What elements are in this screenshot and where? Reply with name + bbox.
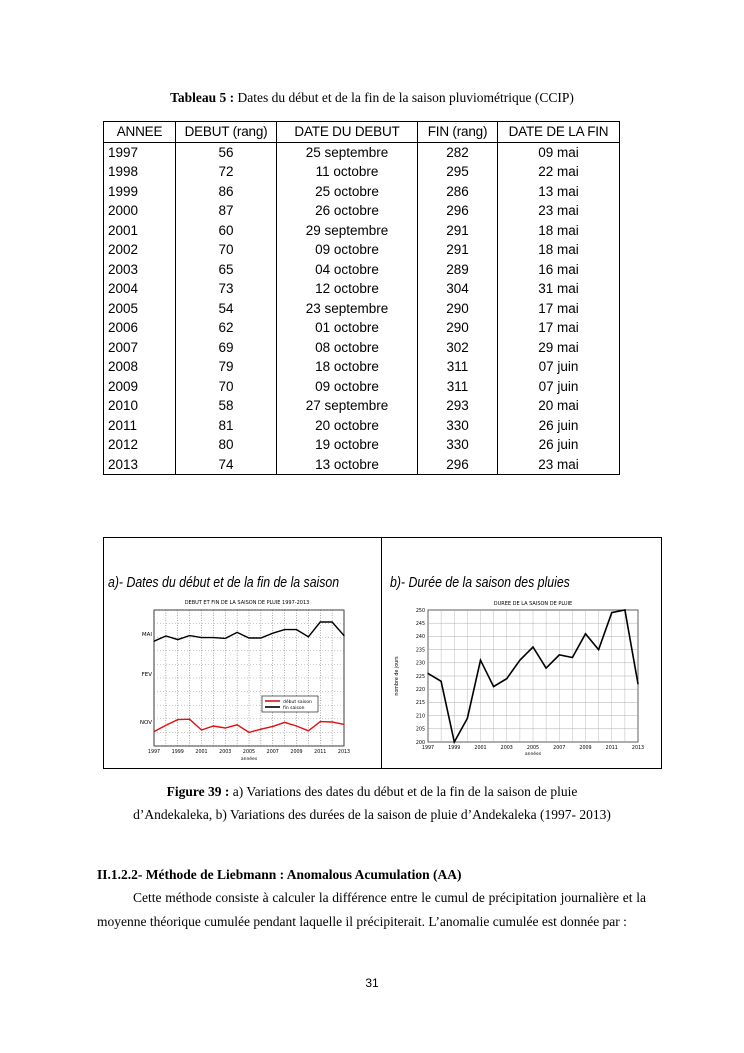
header-debut-rang: DEBUT (rang) <box>176 122 277 143</box>
table-row <box>104 338 620 358</box>
chart-b-ytick: 240 <box>415 635 425 641</box>
cell-year: 2011 <box>104 416 176 436</box>
chart-b-point <box>585 633 586 634</box>
cell-fin-rang: 311 <box>418 377 498 397</box>
table-header-row <box>104 122 620 143</box>
table-row <box>104 299 620 319</box>
chart-b-point <box>624 609 625 610</box>
chart-a-legend-label: fin saison <box>283 706 305 711</box>
figure-caption-text1: a) Variations des dates du début et de la fin de la saison de pluie <box>229 784 578 799</box>
chart-b-ytick: 205 <box>415 727 425 733</box>
chart-b-point <box>519 659 520 660</box>
section-heading: II.1.2.2- Méthode de Liebmann : Anomalous Acumulation (AA) <box>97 867 462 882</box>
table-caption-text: Dates du début et de la fin de la saison pluviométrique (CCIP) <box>234 90 574 105</box>
cell-date-fin: 29 mai <box>498 338 620 358</box>
chart-a-point <box>343 724 344 725</box>
cell-date-fin: 17 mai <box>498 299 620 319</box>
chart-a-point <box>213 725 214 726</box>
chart-a-point <box>343 635 344 636</box>
table-row <box>104 162 620 182</box>
cell-date-fin: 18 mai <box>498 240 620 260</box>
chart-b-xlabel: 2003 <box>500 746 513 751</box>
chart-a-xlabel: 2011 <box>314 750 327 755</box>
cell-date-debut: 04 octobre <box>277 260 418 280</box>
cell-date-fin: 09 mai <box>498 142 620 162</box>
cell-date-debut: 25 octobre <box>277 182 418 202</box>
cell-fin-rang: 286 <box>418 182 498 202</box>
chart-b-ytick: 235 <box>415 648 425 654</box>
cell-year: 2007 <box>104 338 176 358</box>
chart-a-point <box>332 621 333 622</box>
chart-b-ytick: 220 <box>415 688 425 693</box>
chart-a-xlabel: 2001 <box>195 750 208 755</box>
chart-b-point <box>611 612 612 613</box>
header-date-debut: DATE DU DEBUT <box>277 122 418 143</box>
figure-caption-line2: d’Andekaleka, b) Variations des durées de la saison de pluie d’Andekaleka (1997- 2013) <box>133 807 611 822</box>
chart-b-xlabel: 2013 <box>631 746 645 751</box>
section-paragraph <box>97 886 646 934</box>
chart-b-ytick: 245 <box>415 622 425 627</box>
cell-year: 2013 <box>104 455 176 475</box>
chart-a-point <box>189 635 190 636</box>
chart-a-point <box>248 637 249 638</box>
cell-debut-rang: 65 <box>176 260 277 280</box>
cell-year: 2003 <box>104 260 176 280</box>
cell-year: 2005 <box>104 299 176 319</box>
chart-a-point <box>237 724 238 725</box>
cell-date-debut: 20 octobre <box>277 416 418 436</box>
chart-b-point <box>480 659 481 660</box>
table-row <box>104 182 620 202</box>
cell-debut-rang: 54 <box>176 299 277 319</box>
header-fin-rang: FIN (rang) <box>418 122 498 143</box>
cell-date-debut: 23 septembre <box>277 299 418 319</box>
chart-a-point <box>332 721 333 722</box>
chart-a-point <box>272 633 273 634</box>
chart-a-xlabel: 2003 <box>219 750 232 755</box>
cell-debut-rang: 72 <box>176 162 277 182</box>
chart-b-xlabel: 1999 <box>448 746 461 751</box>
panel-divider <box>381 538 382 768</box>
chart-b-point <box>637 683 638 684</box>
chart-a-xlabel: 2005 <box>242 750 256 755</box>
chart-b-point <box>493 686 494 687</box>
chart-a-point <box>308 730 309 731</box>
chart-season-dates <box>122 596 352 766</box>
chart-b-point <box>545 667 546 668</box>
cell-fin-rang: 293 <box>418 396 498 416</box>
chart-b-point <box>440 681 441 682</box>
chart-b-ytick: 250 <box>415 608 425 614</box>
chart-a-point <box>201 729 202 730</box>
cell-fin-rang: 295 <box>418 162 498 182</box>
cell-debut-rang: 60 <box>176 221 277 241</box>
table-body <box>104 142 620 475</box>
cell-date-fin: 26 juin <box>498 416 620 436</box>
chart-b-point <box>454 741 455 742</box>
cell-debut-rang: 74 <box>176 455 277 475</box>
table-caption <box>0 90 744 106</box>
cell-year: 2012 <box>104 435 176 455</box>
chart-a-point <box>260 729 261 730</box>
cell-fin-rang: 296 <box>418 455 498 475</box>
chart-a-xlabel: 2009 <box>290 750 303 755</box>
chart-b-ytick: 225 <box>415 674 425 680</box>
cell-debut-rang: 70 <box>176 377 277 397</box>
chart-a-ylabel: NOV <box>139 720 152 726</box>
chart-b-ytitle: nombre de jours <box>395 656 400 696</box>
chart-b-point <box>572 657 573 658</box>
cell-year: 2009 <box>104 377 176 397</box>
cell-debut-rang: 56 <box>176 142 277 162</box>
chart-a-point <box>153 731 154 732</box>
chart-a-ylabel: MAI <box>141 632 152 638</box>
chart-b-point <box>532 646 533 647</box>
chart-b-point <box>427 673 428 674</box>
chart-b-point <box>598 649 599 650</box>
cell-debut-rang: 80 <box>176 435 277 455</box>
chart-a-point <box>153 641 154 642</box>
chart-a-xlabel: 2007 <box>266 750 279 755</box>
cell-fin-rang: 302 <box>418 338 498 358</box>
table-row <box>104 416 620 436</box>
table-row <box>104 396 620 416</box>
cell-date-debut: 11 octobre <box>277 162 418 182</box>
cell-date-debut: 08 octobre <box>277 338 418 358</box>
cell-fin-rang: 330 <box>418 416 498 436</box>
chart-b-ytick: 215 <box>415 701 425 707</box>
table-row <box>104 279 620 299</box>
cell-date-fin: 13 mai <box>498 182 620 202</box>
cell-date-debut: 12 octobre <box>277 279 418 299</box>
chart-b-xlabel: 1997 <box>421 746 435 751</box>
cell-date-fin: 18 mai <box>498 221 620 241</box>
cell-date-fin: 23 mai <box>498 201 620 221</box>
cell-fin-rang: 311 <box>418 357 498 377</box>
chart-season-duration <box>388 596 658 766</box>
cell-date-debut: 25 septembre <box>277 142 418 162</box>
cell-debut-rang: 81 <box>176 416 277 436</box>
chart-a-point <box>165 725 166 726</box>
chart-b-ytick: 210 <box>415 714 425 720</box>
chart-a-point <box>201 637 202 638</box>
chart-b-xlabel: 2011 <box>605 746 618 751</box>
cell-year: 1999 <box>104 182 176 202</box>
cell-date-fin: 07 juin <box>498 377 620 397</box>
table-row <box>104 201 620 221</box>
cell-date-fin: 22 mai <box>498 162 620 182</box>
cell-fin-rang: 330 <box>418 435 498 455</box>
cell-fin-rang: 291 <box>418 221 498 241</box>
chart-a-point <box>320 621 321 622</box>
section-paragraph-text: Cette méthode consiste à calculer la différence entre le cumul de précipitation journalière et la moyenne théorique cumulée pendant laquelle il précipiterait. L’anomalie cumulée est donnée par : <box>97 890 646 929</box>
table-row <box>104 260 620 280</box>
cell-date-debut: 13 octobre <box>277 455 418 475</box>
cell-year: 2010 <box>104 396 176 416</box>
chart-a-point <box>189 719 190 720</box>
table-row <box>104 377 620 397</box>
chart-a-xlabel: 2013 <box>337 750 351 755</box>
page-number: 31 <box>365 976 379 990</box>
cell-year: 1997 <box>104 142 176 162</box>
table-caption-label: Tableau 5 : <box>170 90 235 105</box>
chart-b-xlabel: 2009 <box>579 746 592 751</box>
cell-year: 2004 <box>104 279 176 299</box>
chart-a-xlabel: 1999 <box>171 750 184 755</box>
panel-a-title: a)- Dates du début et de la fin de la saison <box>108 574 340 591</box>
figure-caption-label: Figure 39 : <box>166 784 230 799</box>
chart-b-point <box>506 678 507 679</box>
cell-year: 2002 <box>104 240 176 260</box>
cell-fin-rang: 289 <box>418 260 498 280</box>
cell-date-debut: 09 octobre <box>277 240 418 260</box>
cell-debut-rang: 86 <box>176 182 277 202</box>
cell-date-debut: 19 octobre <box>277 435 418 455</box>
cell-debut-rang: 79 <box>176 357 277 377</box>
cell-date-fin: 20 mai <box>498 396 620 416</box>
chart-a-xlabel: 1997 <box>147 750 161 755</box>
chart-a-point <box>320 721 321 722</box>
header-annee: ANNEE <box>104 122 176 143</box>
table-row <box>104 357 620 377</box>
cell-date-fin: 31 mai <box>498 279 620 299</box>
cell-year: 2008 <box>104 357 176 377</box>
chart-b-xlabel: 2001 <box>474 746 487 751</box>
table-row <box>104 221 620 241</box>
chart-a-point <box>284 629 285 630</box>
cell-fin-rang: 290 <box>418 318 498 338</box>
cell-date-debut: 18 octobre <box>277 357 418 377</box>
chart-a-point <box>177 719 178 720</box>
cell-fin-rang: 290 <box>418 299 498 319</box>
cell-date-fin: 23 mai <box>498 455 620 475</box>
chart-a-point <box>308 636 309 637</box>
cell-year: 2000 <box>104 201 176 221</box>
chart-a-ylabel: FEV <box>141 672 152 678</box>
cell-date-debut: 29 septembre <box>277 221 418 241</box>
table-row <box>104 318 620 338</box>
cell-debut-rang: 70 <box>176 240 277 260</box>
chart-a-point <box>177 639 178 640</box>
chart-a-point <box>213 637 214 638</box>
chart-b-point <box>467 718 468 719</box>
figure-39 <box>103 537 662 769</box>
chart-a-point <box>225 727 226 728</box>
cell-debut-rang: 62 <box>176 318 277 338</box>
chart-a-point <box>296 725 297 726</box>
cell-date-debut: 27 septembre <box>277 396 418 416</box>
header-date-fin: DATE DE LA FIN <box>498 122 620 143</box>
cell-date-debut: 09 octobre <box>277 377 418 397</box>
chart-a-point <box>248 732 249 733</box>
chart-a-xtitle: années <box>240 757 258 762</box>
chart-a-point <box>284 722 285 723</box>
cell-debut-rang: 58 <box>176 396 277 416</box>
table-row <box>104 240 620 260</box>
chart-b-xtitle: années <box>524 752 542 757</box>
chart-b-ytick: 230 <box>415 661 425 667</box>
table-row <box>104 435 620 455</box>
chart-b-point <box>559 654 560 655</box>
chart-b-ytick: 200 <box>415 740 425 746</box>
chart-a-point <box>237 632 238 633</box>
chart-a-legend-label: début saison <box>283 700 312 705</box>
cell-fin-rang: 291 <box>418 240 498 260</box>
cell-debut-rang: 87 <box>176 201 277 221</box>
cell-date-fin: 07 juin <box>498 357 620 377</box>
chart-a-point <box>225 638 226 639</box>
cell-fin-rang: 304 <box>418 279 498 299</box>
chart-a-point <box>272 726 273 727</box>
chart-a-point <box>260 637 261 638</box>
cell-debut-rang: 69 <box>176 338 277 358</box>
chart-a-point <box>296 629 297 630</box>
table-row <box>104 142 620 162</box>
cell-fin-rang: 282 <box>418 142 498 162</box>
season-dates-table <box>103 121 620 475</box>
cell-year: 2006 <box>104 318 176 338</box>
chart-b-xlabel: 2005 <box>526 746 540 751</box>
chart-a-subtitle: DEBUT ET FIN DE LA SAISON DE PLUIE 1997-2013 <box>184 600 310 606</box>
cell-date-debut: 26 octobre <box>277 201 418 221</box>
chart-b-subtitle: DUREE DE LA SAISON DE PLUIE <box>493 601 573 607</box>
panel-b-title: b)- Durée de la saison des pluies <box>390 574 570 591</box>
cell-year: 2001 <box>104 221 176 241</box>
cell-date-fin: 17 mai <box>498 318 620 338</box>
cell-year: 1998 <box>104 162 176 182</box>
cell-date-debut: 01 octobre <box>277 318 418 338</box>
cell-debut-rang: 73 <box>176 279 277 299</box>
cell-date-fin: 26 juin <box>498 435 620 455</box>
cell-date-fin: 16 mai <box>498 260 620 280</box>
figure-caption-line1 <box>0 784 744 800</box>
table-row <box>104 455 620 475</box>
chart-a-point <box>165 635 166 636</box>
cell-fin-rang: 296 <box>418 201 498 221</box>
chart-b-xlabel: 2007 <box>553 746 566 751</box>
